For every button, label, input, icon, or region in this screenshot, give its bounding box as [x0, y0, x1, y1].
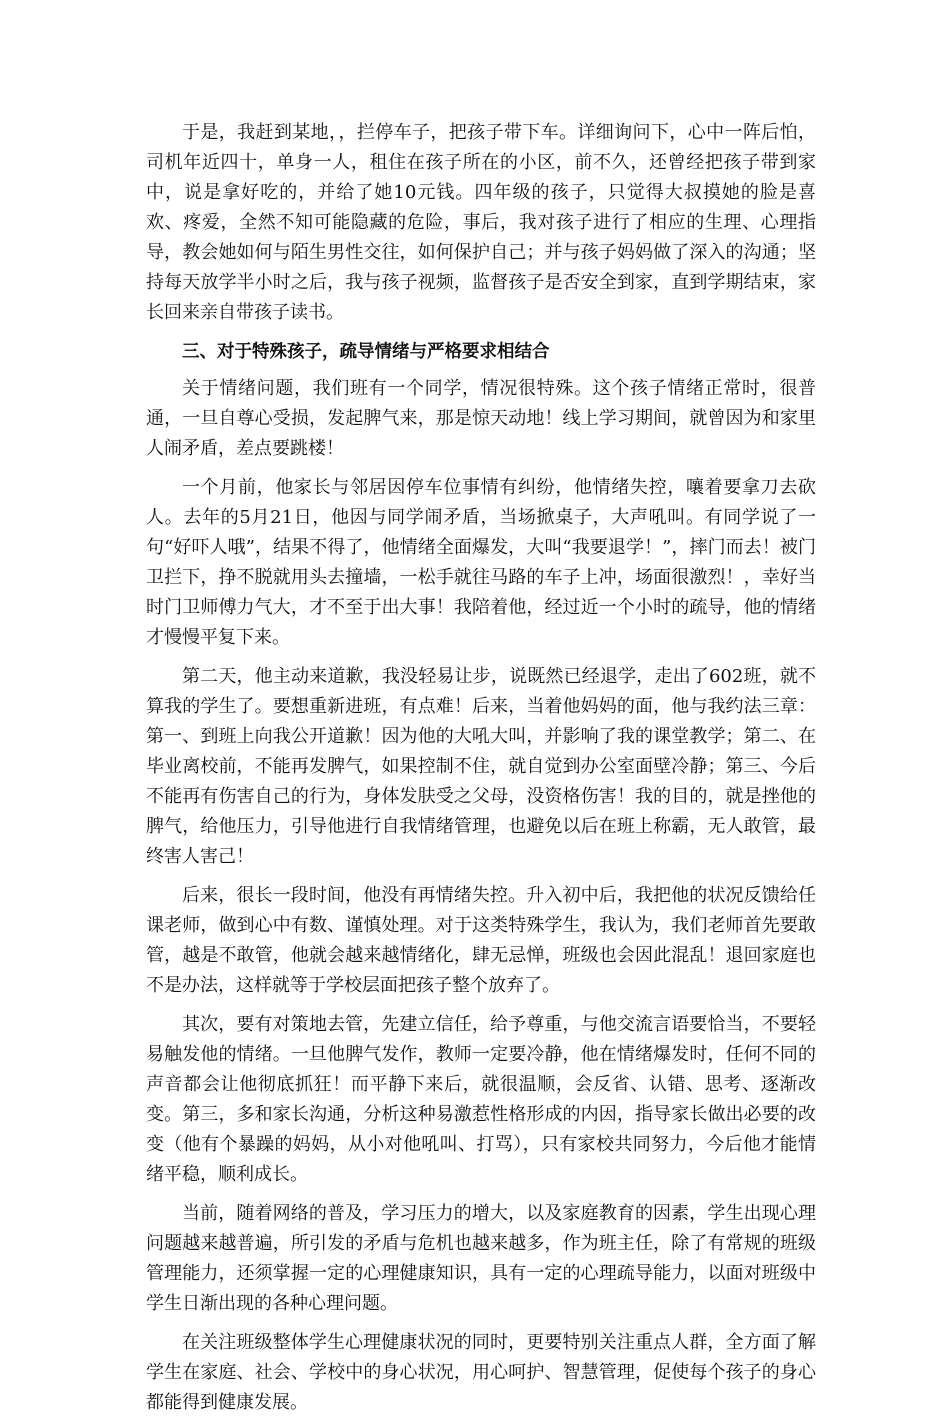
document-page	[146, 118, 816, 1427]
paragraph-strategy: 其次，要有对策地去管，先建立信任，给予尊重，与他交流言语要恰当，不要轻易触发他的情绪。一旦他脾气发作，教师一定要冷静，他在情绪爆发时，任何不同的声音都会让他彻底抓狂！而平静下来后，就很温顺，会反省、认错、思考、逐渐改变。第三，多和家长沟通，分析这种易激惹性格形成的内因，指导家长做出必要的改变（他有个暴躁的妈妈，从小对他吼叫、打骂），只有家校共同努力，今后他才能情绪平稳，顺利成长。	[146, 1014, 816, 1185]
paragraph-follow-up: 后来，很长一段时间，他没有再情绪失控。升入初中后，我把他的状况反馈给任课老师，做到心中有数、谨慎处理。对于这类特殊学生，我认为，我们老师首先要敢管，越是不敢管，他就会越来越情绪化，肆无忌惮，班级也会因此混乱！退回家庭也不是办法，这样就等于学校层面把孩子整个放弃了。	[146, 885, 816, 996]
paragraph-emotion-intro: 关于情绪问题，我们班有一个同学，情况很特殊。这个孩子情绪正常时，很普通，一旦自尊心受损，发起脾气来，那是惊天动地！线上学习期间，就曾因为和家里人闹矛盾，差点要跳楼！	[146, 378, 816, 459]
paragraph-emotion-outburst: 一个月前，他家长与邻居因停车位事情有纠纷，他情绪失控，嚷着要拿刀去砍人。去年的5月21日，他因与同学闹矛盾，当场掀桌子，大声吼叫。有同学说了一句“好吓人哦”，结果不得了，他情绪全面爆发，大叫“我要退学！”，摔门而去！被门卫拦下，挣不脱就用头去撞墙，一松手就往马路的车子上冲，场面很激烈！，幸好当时门卫师傅力气大，才不至于出大事！我陪着他，经过近一个小时的疏导，他的情绪才慢慢平复下来。	[146, 477, 816, 648]
section-heading-3: 三、对于特殊孩子，疏导情绪与严格要求相结合	[182, 342, 550, 362]
paragraph-bus-incident: 于是，我赶到某地，，拦停车子，把孩子带下车。详细询问下，心中一阵后怕，司机年近四十，单身一人，租住在孩子所在的小区，前不久，还曾经把孩子带到家中，说是拿好吃的，并给了她10元钱。四年级的孩子，只觉得大叔摸她的脸是喜欢、疼爱，全然不知可能隐藏的危险，事后，我对孩子进行了相应的生理、心理指导，教会她如何与陌生男性交往，如何保护自己；并与孩子妈妈做了深入的沟通；坚持每天放学半小时之后，我与孩子视频，监督孩子是否安全到家，直到学期结束，家长回来亲自带孩子读书。	[146, 122, 816, 323]
paragraph-conclusion: 在关注班级整体学生心理健康状况的同时，更要特别关注重点人群，全方面了解学生在家庭、社会、学校中的身心状况，用心呵护、智慧管理，促使每个孩子的身心都能得到健康发展。	[146, 1332, 816, 1413]
paragraph-three-rules: 第二天，他主动来道歉，我没轻易让步，说既然已经退学，走出了602班，就不算我的学生了。要想重新进班，有点难！后来，当着他妈妈的面，他与我约法三章：第一、到班上向我公开道歉！因为他的大吼大叫，并影响了我的课堂教学；第二、在毕业离校前，不能再发脾气，如果控制不住，就自觉到办公室面壁冷静；第三、今后不能再有伤害自己的行为，身体发肤受之父母，没资格伤害！我的目的，就是挫他的脾气，给他压力，引导他进行自我情绪管理，也避免以后在班上称霸，无人敢管，最终害人害己！	[146, 666, 816, 867]
paragraph-current-situation: 当前，随着网络的普及，学习压力的增大，以及家庭教育的因素，学生出现心理问题越来越普遍，所引发的矛盾与危机也越来越多，作为班主任，除了有常规的班级管理能力，还须掌握一定的心理健康知识，具有一定的心理疏导能力，以面对班级中学生日渐出现的各种心理问题。	[146, 1203, 816, 1314]
